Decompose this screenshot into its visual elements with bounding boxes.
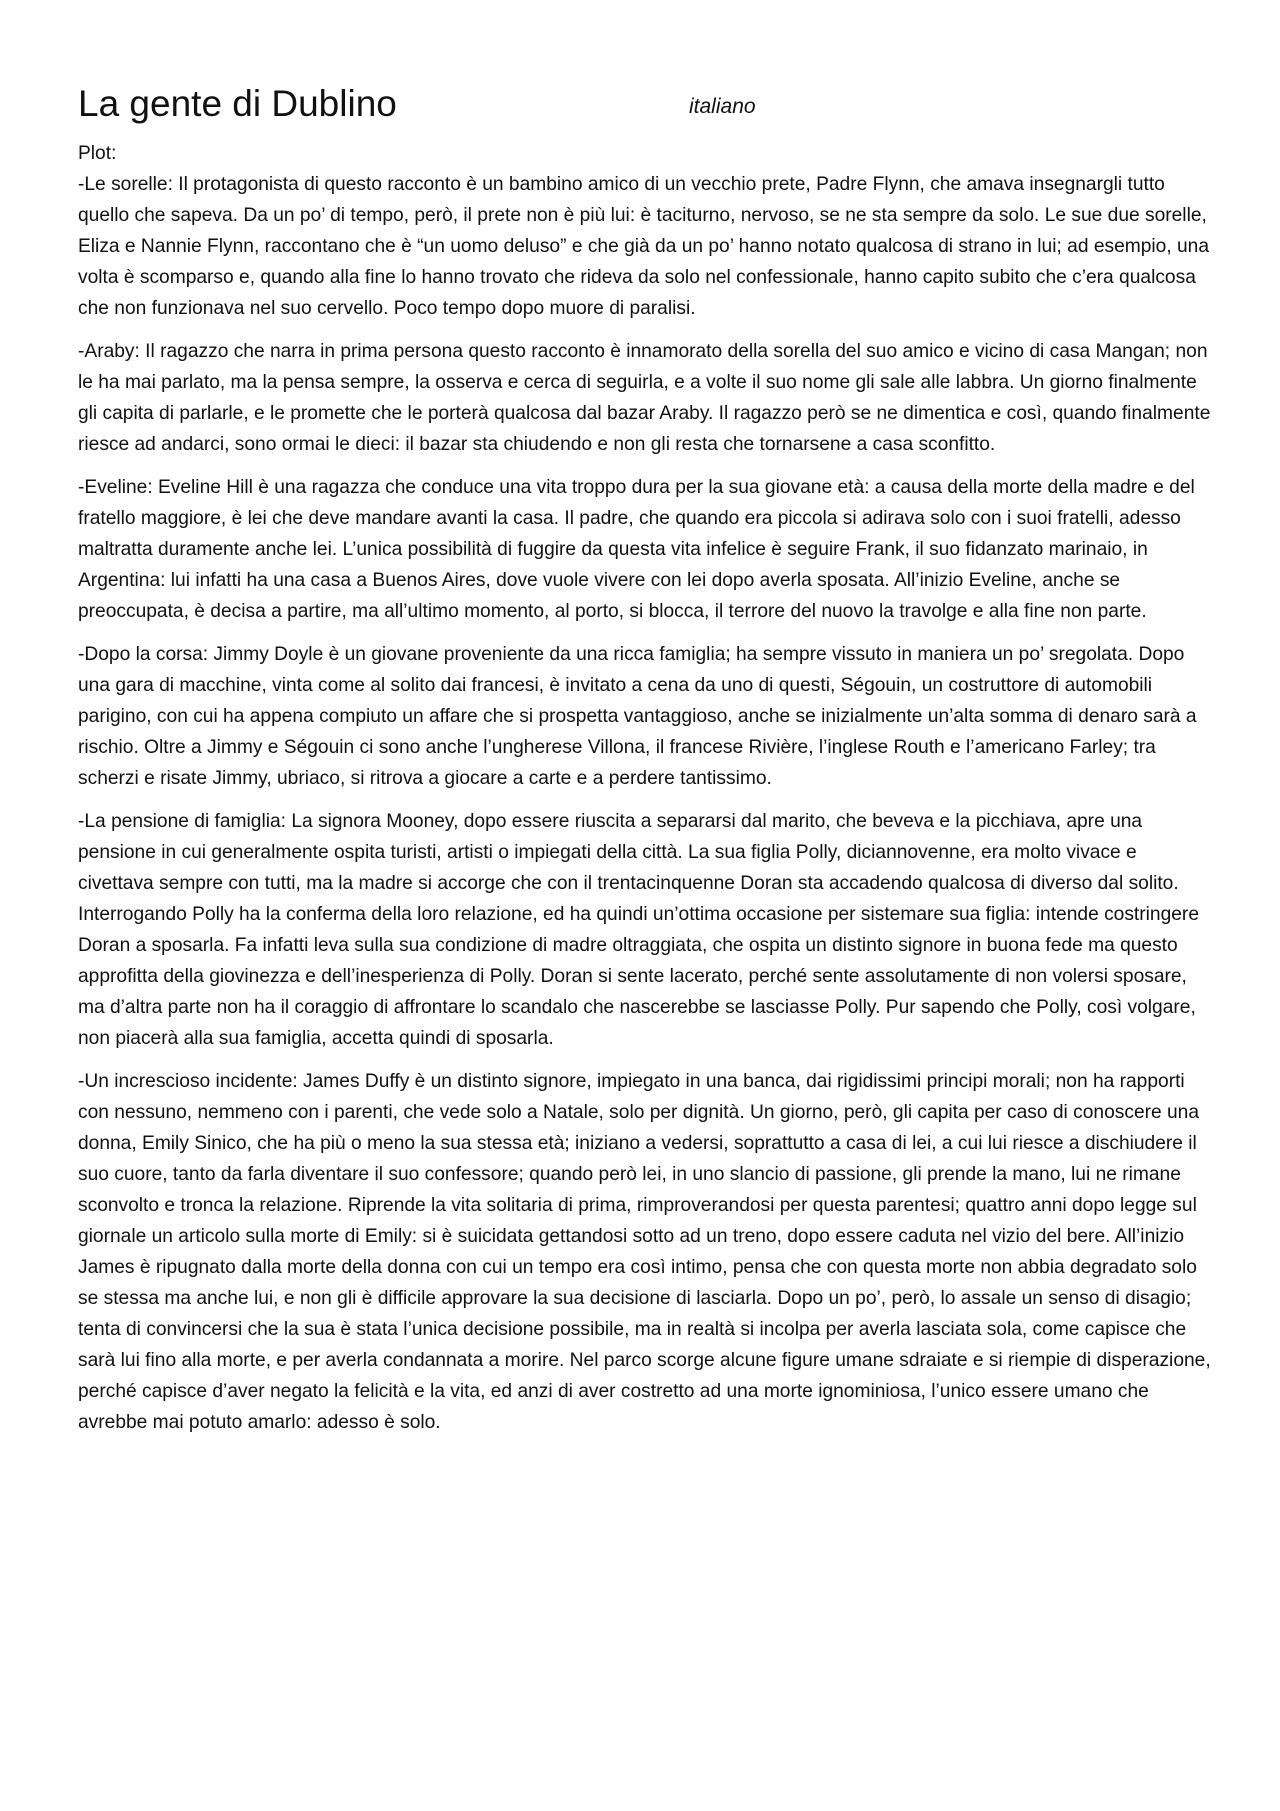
subject-label: italiano	[689, 95, 756, 118]
paragraph-la-pensione-di-famiglia: -La pensione di famiglia: La signora Mooney, dopo essere riuscita a separarsi dal marito, che beveva e la picchiava, apre una pensione in cui generalmente ospita turisti, artisti o impiegati della città. La sua figlia Polly, diciannovenne, era molto vivace e civettava sempre con tutti, ma la madre si accorge che con il trentacinquenne Doran sta accadendo qualcosa di diverso dal solito. Interrogando Polly ha la conferma della loro relazione, ed ha quindi un’ottima occasione per sistemare sua figlia: intende costringere Doran a sposarla. Fa infatti leva sulla sua condizione di madre oltraggiata, che ospita un distinto signore in buona fede ma questo approfitta della giovinezza e dell’inesperienza di Polly. Doran si sente lacerato, perché sente assolutamente di non volersi sposare, ma d’altra parte non ha il coraggio di affrontare lo scandalo che nascerebbe se lasciasse Polly. Pur sapendo che Polly, così volgare, non piacerà alla sua famiglia, accetta quindi di sposarla.	[78, 811, 1199, 1049]
paragraph-un-increscioso-incidente: -Un increscioso incidente: James Duffy è un distinto signore, impiegato in una banca, dai rigidissimi principi morali; non ha rapporti con nessuno, nemmeno con i parenti, che vede solo a Natale, solo per dignità. Un giorno, però, gli capita per caso di conoscere una donna, Emily Sinico, che ha più o meno la sua stessa età; iniziano a vedersi, soprattutto a casa di lei, a cui lui riesce a dischiudere il suo cuore, tanto da farla diventare il suo confessore; quando però lei, in uno slancio di passione, gli prende la mano, lui ne rimane sconvolto e tronca la relazione. Riprende la vita solitaria di prima, rimproverandosi per questa parentesi; quattro anni dopo legge sul giornale un articolo sulla morte di Emily: si è suicidata gettandosi sotto ad un treno, dopo essere caduta nel vizio del bere. All’inizio James è ripugnato dalla morte della donna con cui un tempo era così intimo, pensa che con questa morte non abbia degradato solo se stessa ma anche lui, e non gli è difficile approvare la sua decisione di lasciarla. Dopo un po’, però, lo assale un senso di disagio; tenta di convincersi che la sua è stata l’unica decisione possibile, ma in realtà si incolpa per averla lasciata sola, come capisce che sarà lui fino alla morte, e per averla condannata a morire. Nel parco scorge alcune figure umane sdraiate e si riempie di disperazione, perché capisce d’aver negato la felicità e la vita, ed anzi di aver costretto ad una morte ignominiosa, l’unico essere umano che avrebbe mai potuto amarlo: adesso è solo.	[78, 1071, 1211, 1433]
paragraph-le-sorelle: -Le sorelle: Il protagonista di questo racconto è un bambino amico di un vecchio prete, Padre Flynn, che amava insegnargli tutto quello che sapeva. Da un po’ di tempo, però, il prete non è più lui: è taciturno, nervoso, se ne sta sempre da solo. Le sue due sorelle, Eliza e Nannie Flynn, raccontano che è “un uomo deluso” e che già da un po’ hanno notato qualcosa di strano in lui; ad esempio, una volta è scomparso e, quando alla fine lo hanno trovato che rideva da solo nel confessionale, hanno capito subito che c’era qualcosa che non funzionava nel suo cervello. Poco tempo dopo muore di paralisi.	[78, 174, 1210, 319]
document-header	[78, 80, 1213, 138]
document-body	[78, 138, 1213, 1438]
document-page	[78, 80, 1213, 1438]
paragraph-eveline: -Eveline: Eveline Hill è una ragazza che conduce una vita troppo dura per la sua giovane età: a causa della morte della madre e del fratello maggiore, è lei che deve mandare avanti la casa. Il padre, che quando era piccola si adirava solo con i suoi fratelli, adesso maltratta duramente anche lei. L’unica possibilità di fuggire da questa vita infelice è seguire Frank, il suo fidanzato marinaio, in Argentina: lui infatti ha una casa a Buenos Aires, dove vuole vivere con lei dopo averla sposata. All’inizio Eveline, anche se preoccupata, è decisa a partire, ma all’ultimo momento, al porto, si blocca, il terrore del nuovo la travolge e alla fine non parte.	[78, 477, 1195, 622]
document-title: La gente di Dublino	[78, 83, 397, 124]
plot-label: Plot:	[78, 143, 117, 164]
paragraph-dopo-la-corsa: -Dopo la corsa: Jimmy Doyle è un giovane proveniente da una ricca famiglia; ha sempre vissuto in maniera un po’ sregolata. Dopo una gara di macchine, vinta come al solito dai francesi, è invitato a cena da uno di questi, Ségouin, un costruttore di automobili parigino, con cui ha appena compiuto un affare che si prospetta vantaggioso, anche se inizialmente un’alta somma di denaro sarà a rischio. Oltre a Jimmy e Ségouin ci sono anche l’ungherese Villona, il francese Rivière, l’inglese Routh e l’americano Farley; tra scherzi e risate Jimmy, ubriaco, si ritrova a giocare a carte e a perdere tantissimo.	[78, 644, 1197, 789]
paragraph-araby: -Araby: Il ragazzo che narra in prima persona questo racconto è innamorato della sorella del suo amico e vicino di casa Mangan; non le ha mai parlato, ma la pensa sempre, la osserva e cerca di seguirla, e a volte il suo nome gli sale alle labbra. Un giorno finalmente gli capita di parlarle, e le promette che le porterà qualcosa dal bazar Araby. Il ragazzo però se ne dimentica e così, quando finalmente riesce ad andarci, sono ormai le dieci: il bazar sta chiudendo e non gli resta che tornarsene a casa sconfitto.	[78, 341, 1211, 455]
